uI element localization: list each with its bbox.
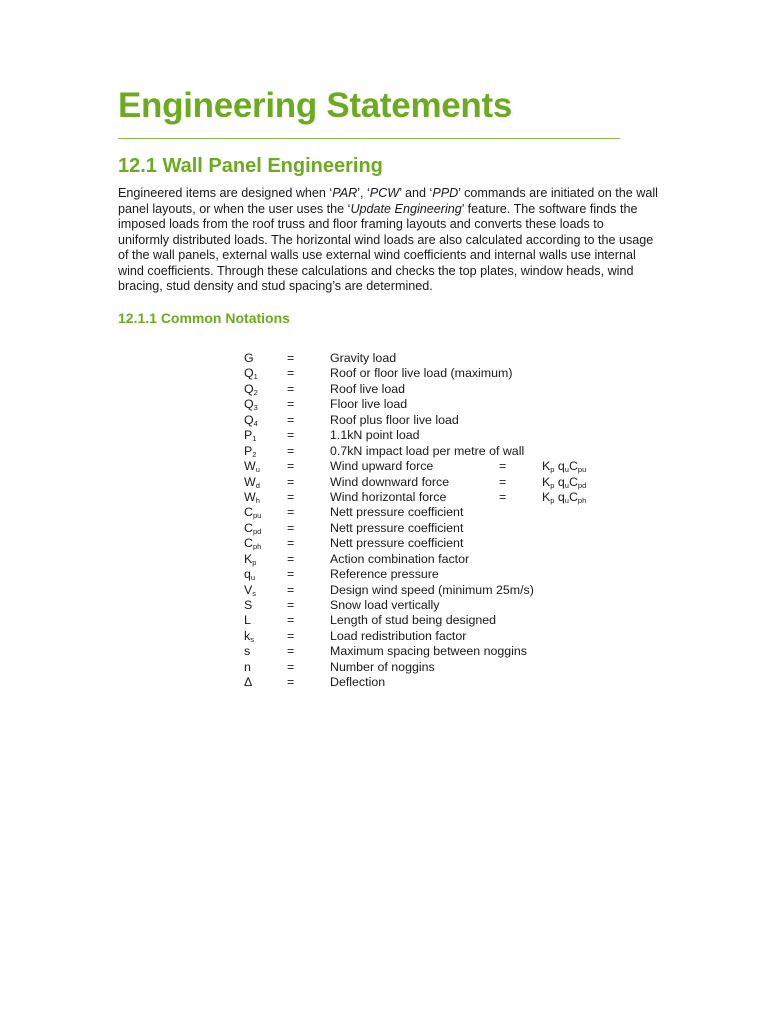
symbol-letter: s [244, 644, 251, 659]
symbol-letter: G [244, 351, 254, 365]
equals-sign: = [287, 598, 295, 612]
symbol-subscript: pd [252, 526, 262, 536]
notation-symbol [244, 598, 252, 613]
notation-row [244, 351, 664, 366]
notation-row [244, 613, 664, 628]
equals-sign: = [287, 397, 295, 412]
notation-symbol [244, 521, 261, 536]
symbol-letter: L [244, 613, 251, 628]
notation-row [244, 505, 664, 520]
notation-description: Action combination factor [330, 551, 470, 566]
notation-symbol [244, 397, 258, 412]
notation-symbol [244, 675, 252, 690]
notation-list [244, 351, 664, 691]
formula-subscript: ph [577, 495, 587, 505]
symbol-letter: C [244, 520, 253, 535]
symbol-letter: Q [244, 397, 254, 412]
formula-subscript: pd [577, 480, 587, 490]
notation-symbol [244, 644, 250, 659]
equals-sign: = [287, 582, 295, 597]
notation-row [244, 366, 664, 381]
notation-description: Roof or floor live load (maximum) [330, 366, 513, 381]
notation-row [244, 660, 664, 675]
symbol-letter: C [244, 536, 253, 551]
symbol-letter: Δ [244, 675, 253, 690]
notation-row [244, 490, 664, 505]
symbol-subscript: ph [252, 542, 262, 552]
equals-sign: = [287, 551, 295, 566]
notation-description: Gravity load [330, 351, 397, 365]
notation-description: Nett pressure coefficient [330, 536, 464, 551]
equals-sign: = [287, 536, 295, 551]
paragraph-text: ’ commands are initiated on the wall panel layouts, or when the user uses the ‘ [118, 186, 658, 216]
notation-symbol [244, 413, 258, 428]
symbol-subscript: u [250, 573, 256, 583]
formula-equals-sign: = [499, 474, 507, 489]
notation-row [244, 475, 664, 490]
notation-description: Wind horizontal force [330, 489, 447, 504]
symbol-letter: C [244, 505, 253, 520]
formula-subscript: pu [577, 465, 587, 475]
notation-row [244, 413, 664, 428]
title-divider [118, 138, 620, 139]
notation-description: Maximum spacing between noggins [330, 644, 527, 659]
paragraph-text: ’ feature. The software finds the imposed loads from the roof truss and floor framing layouts and converts these loads to uniformly distributed loads. The horizontal wind loads are also calculated according to the usage of the wall panels, external walls use external wind coefficients and internal walls use internal wind coefficients. Through these calculations and checks the top plates, window heads, wind bracing, stud density and stud spacing’s are determined. [118, 201, 654, 293]
symbol-letter: P [244, 443, 253, 458]
symbol-letter: W [244, 459, 256, 474]
notation-symbol [244, 552, 256, 567]
equals-sign: = [287, 505, 295, 520]
formula-term: q [554, 459, 565, 474]
notation-symbol [244, 366, 258, 381]
notation-description: Nett pressure coefficient [330, 520, 464, 535]
symbol-subscript: s [250, 634, 254, 644]
notation-row [244, 382, 664, 397]
notation-row [244, 583, 664, 598]
formula-subscript: u [564, 495, 569, 505]
symbol-subscript: 1 [253, 372, 258, 382]
symbol-letter: n [244, 659, 251, 674]
notation-description: Roof live load [330, 381, 406, 396]
notation-symbol [244, 660, 251, 675]
formula-term: K [542, 459, 551, 474]
symbol-letter: P [244, 428, 253, 443]
notation-symbol [244, 490, 260, 505]
notation-row [244, 552, 664, 567]
formula-subscript: p [550, 495, 555, 505]
notation-description: 1.1kN point load [330, 428, 420, 443]
notation-row [244, 459, 664, 474]
command-name: Update Engineering [350, 201, 462, 216]
notation-symbol [244, 459, 260, 474]
notation-description: Number of noggins [330, 659, 435, 674]
symbol-letter: k [244, 628, 251, 643]
notation-symbol [244, 428, 256, 443]
notation-row [244, 521, 664, 536]
equals-sign: = [287, 659, 295, 674]
notation-symbol [244, 382, 258, 397]
command-name: PPD [432, 186, 459, 200]
notation-symbol [244, 475, 260, 490]
formula-equals-sign: = [499, 459, 507, 474]
symbol-subscript: s [252, 588, 257, 598]
symbol-subscript: h [255, 495, 260, 505]
notation-description: Wind upward force [330, 459, 434, 474]
notation-formula [542, 490, 586, 505]
formula-term: q [554, 474, 565, 489]
formula-term: C [568, 459, 578, 474]
symbol-letter: q [244, 567, 251, 582]
notation-symbol [244, 567, 255, 582]
notation-description: Deflection [330, 675, 386, 690]
command-name: PCW [369, 186, 400, 200]
section-paragraph [118, 186, 658, 295]
formula-equals-sign: = [499, 489, 507, 504]
notation-row [244, 397, 664, 412]
notation-row [244, 428, 664, 443]
symbol-subscript: p [252, 557, 257, 567]
symbol-subscript: 2 [252, 449, 257, 459]
equals-sign: = [287, 443, 295, 458]
notation-symbol [244, 505, 261, 520]
notation-description: 0.7kN impact load per metre of wall [330, 443, 525, 458]
paragraph-text: ’, ‘ [357, 186, 370, 200]
notation-description: Nett pressure coefficient [330, 505, 464, 520]
symbol-letter: Q [244, 412, 254, 427]
symbol-letter: Q [244, 381, 254, 396]
command-name: PAR [332, 186, 358, 200]
notation-description: Design wind speed (minimum 25m/s) [330, 582, 534, 597]
equals-sign: = [287, 474, 295, 489]
formula-subscript: u [564, 465, 569, 475]
equals-sign: = [287, 366, 295, 381]
notation-row [244, 536, 664, 551]
equals-sign: = [287, 520, 295, 535]
equals-sign: = [287, 628, 295, 643]
equals-sign: = [287, 675, 295, 690]
formula-term: C [568, 489, 578, 504]
symbol-letter: K [244, 551, 253, 566]
notation-row [244, 644, 664, 659]
symbol-letter: Q [244, 366, 254, 381]
equals-sign: = [287, 567, 295, 582]
symbol-subscript: u [255, 465, 260, 475]
notation-row [244, 629, 664, 644]
formula-subscript: u [564, 480, 569, 490]
symbol-subscript: pu [252, 511, 262, 521]
paragraph-text: Engineered items are designed when ‘ [118, 186, 333, 200]
symbol-subscript: 3 [253, 403, 258, 413]
notation-description: Wind downward force [330, 474, 450, 489]
symbol-letter: W [244, 474, 256, 489]
notation-row [244, 598, 664, 613]
notation-symbol [244, 536, 261, 551]
notation-description: Length of stud being designed [330, 613, 497, 628]
notation-symbol [244, 583, 256, 598]
notation-row [244, 567, 664, 582]
notation-row [244, 444, 664, 459]
notation-description: Load redistribution factor [330, 628, 467, 643]
formula-term: C [568, 474, 578, 489]
equals-sign: = [287, 381, 295, 396]
notation-description: Floor live load [330, 397, 408, 412]
notation-symbol [244, 629, 254, 644]
symbol-subscript: 4 [253, 418, 258, 428]
notation-description: Reference pressure [330, 567, 439, 582]
equals-sign: = [287, 613, 295, 628]
formula-term: K [542, 474, 551, 489]
section-heading: 12.1 Wall Panel Engineering [118, 155, 383, 177]
equals-sign: = [287, 351, 295, 365]
notation-description: Roof plus floor live load [330, 412, 459, 427]
notation-symbol [244, 444, 256, 459]
notation-row [244, 675, 664, 690]
symbol-subscript: 2 [253, 387, 258, 397]
subsection-heading: 12.1.1 Common Notations [118, 310, 290, 326]
formula-subscript: p [550, 465, 555, 475]
notation-description: Snow load vertically [330, 598, 440, 612]
equals-sign: = [287, 644, 295, 659]
symbol-letter: V [244, 582, 253, 597]
paragraph-text: ’ and ‘ [399, 186, 433, 200]
notation-symbol [244, 613, 251, 628]
equals-sign: = [287, 412, 295, 427]
notation-formula [542, 475, 586, 490]
formula-term: q [554, 489, 565, 504]
symbol-subscript: 1 [252, 434, 257, 444]
equals-sign: = [287, 489, 295, 504]
notation-formula [542, 459, 586, 474]
equals-sign: = [287, 428, 295, 443]
symbol-letter: W [244, 489, 256, 504]
page-title: Engineering Statements [118, 86, 513, 125]
equals-sign: = [287, 459, 295, 474]
formula-subscript: p [550, 480, 555, 490]
formula-term: K [542, 489, 551, 504]
notation-symbol [244, 351, 254, 366]
symbol-subscript: d [255, 480, 260, 490]
symbol-letter: S [244, 598, 253, 612]
